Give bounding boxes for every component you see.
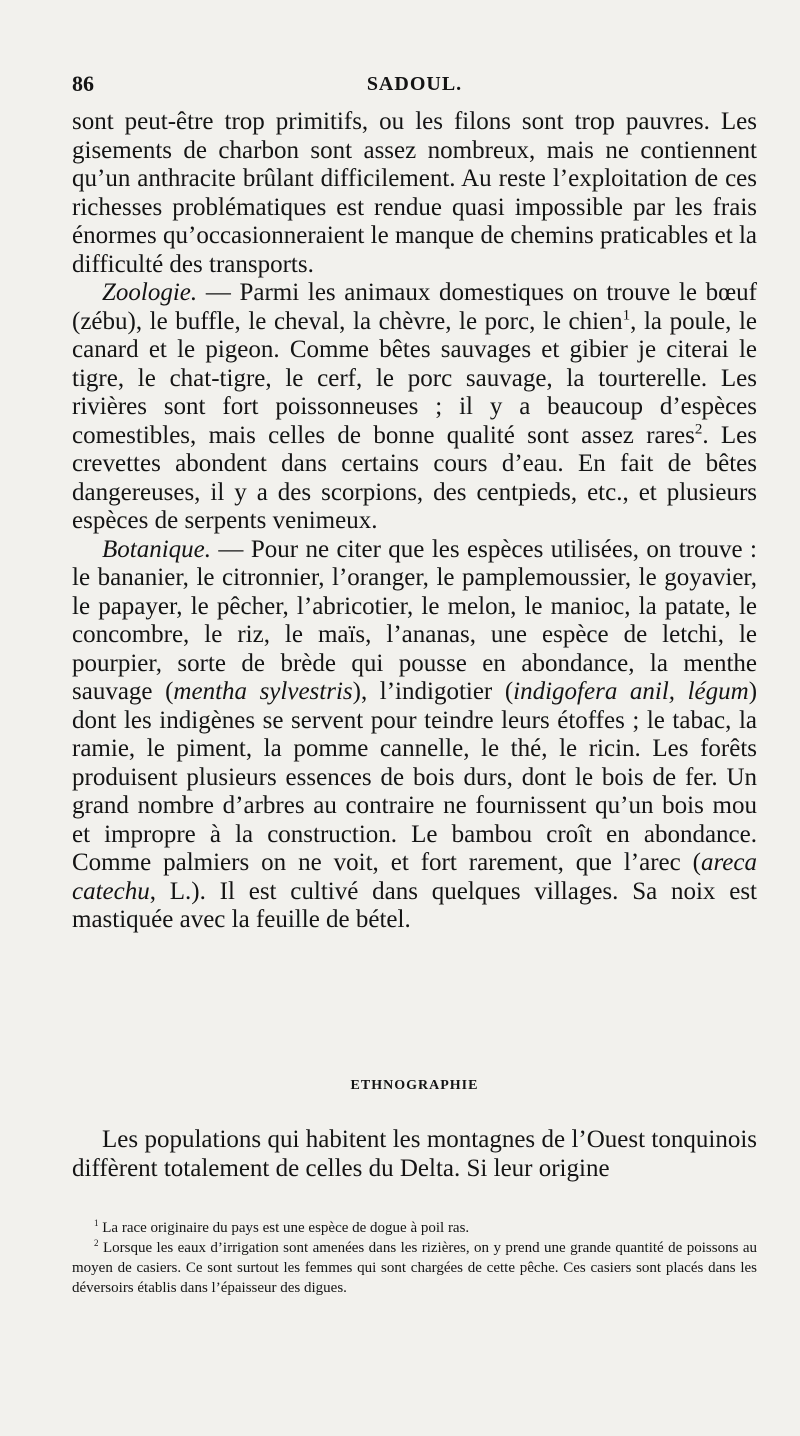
footnote-2 bbox=[72, 1238, 757, 1298]
footnote-1-text: La race originaire du pays est une espèce de dogue à poil ras. bbox=[102, 1220, 470, 1236]
main-text bbox=[72, 108, 757, 935]
paragraph-ethnographie: Les populations qui habitent les montagnes de l’Ouest tonquinois diffèrent totalement de celles du Delta. Si leur origine bbox=[72, 1126, 757, 1182]
zoologie-heading: Zoologie. bbox=[102, 279, 198, 306]
running-head: SADOUL. bbox=[366, 73, 463, 95]
botanique-text-3: ) dont les indigènes se servent pour teindre leurs étoffes ; le tabac, la ramie, le piment, la pomme cannelle, le thé, le ricin. Les forêts produisent plusieurs essences de bois durs, dont le bois de fer. Un grand nombre d’arbres au contraire ne fournissent qu’un bois mou et impropre à la construction. Le bambou croît en abondance. Comme palmiers on ne voit, et fort rarement, que l’arec ( bbox=[72, 678, 758, 876]
zoologie-text-3: . Les crevettes abondent dans certains cours d’eau. En fait de bêtes dangereuses, il y a des scorpions, des centpieds, etc., et plusieurs espèces de serpents venimeux. bbox=[72, 421, 757, 534]
section-title: ETHNOGRAPHIE bbox=[350, 1078, 479, 1093]
latin-indigofera: indigofera anil, légum bbox=[513, 678, 749, 705]
footnotes bbox=[72, 1218, 757, 1298]
footnote-ref-2: 2 bbox=[694, 421, 703, 438]
latin-areca: areca catechu bbox=[72, 849, 757, 905]
zoologie-text-2: , la poule, le canard et le pigeon. Comme bêtes sauvages et gibier je citerai le tigre, le chat-tigre, le cerf, le porc sauvage, la tourterelle. Les rivières sont fort poissonneuses ; il y a beaucoup d’espèces comestibles, mais celles de bonne qualité sont assez rares bbox=[72, 307, 757, 449]
paragraph-zoologie bbox=[72, 279, 757, 536]
footnote-mark-2: 2 bbox=[94, 1238, 99, 1248]
page-header bbox=[72, 66, 757, 100]
latin-mentha: mentha sylvestris bbox=[173, 678, 353, 705]
footnote-1 bbox=[72, 1218, 757, 1238]
paragraph-mining: sont peut-être trop primitifs, ou les filons sont trop pauvres. Les gisements de charbon sont assez nombreux, mais ne contiennent qu’un anthracite brûlant difficilement. Au reste l’exploitation de ces richesses problématiques est rendue quasi impossible par les frais énormes qu’occasionneraient le manque de chemins praticables et la difficulté des transports. bbox=[72, 108, 757, 278]
paragraph-botanique bbox=[72, 536, 757, 935]
page-number: 86 bbox=[72, 71, 94, 96]
footnote-mark-1: 1 bbox=[94, 1218, 99, 1228]
ethnographie-text-block bbox=[72, 1126, 757, 1183]
footnote-2-text: Lorsque les eaux d’irrigation sont amenées dans les rizières, on y prend une grande quantité de poissons au moyen de casiers. Ce sont surtout les femmes qui sont chargées de cette pêche. Ces casiers sont placés dans les déversoirs établis dans l’épaisseur des digues. bbox=[72, 1240, 758, 1296]
botanique-text-4: , L.). Il est cultivé dans quelques villages. Sa noix est mastiquée avec la feuille de bétel. bbox=[72, 877, 757, 933]
footnote-ref-1: 1 bbox=[622, 307, 631, 324]
botanique-text-2: ), l’indigotier ( bbox=[352, 678, 514, 705]
botanique-heading: Botanique. bbox=[102, 535, 212, 563]
zoologie-text-1: — Parmi les animaux domestiques on trouve le bœuf (zébu), le buffle, le cheval, la chèvre, le porc, le chien bbox=[72, 279, 757, 335]
botanique-text-1: — Pour ne citer que les espèces utilisées, on trouve : le bananier, le citronnier, l’oranger, le pamplemoussier, le goyavier, le papayer, le pêcher, l’abricotier, le melon, le manioc, la patate, le concombre, le riz, le maïs, l’ananas, une espèce de letchi, le pourpier, sorte de brède qui pousse en abondance, la menthe sauvage ( bbox=[72, 535, 757, 705]
